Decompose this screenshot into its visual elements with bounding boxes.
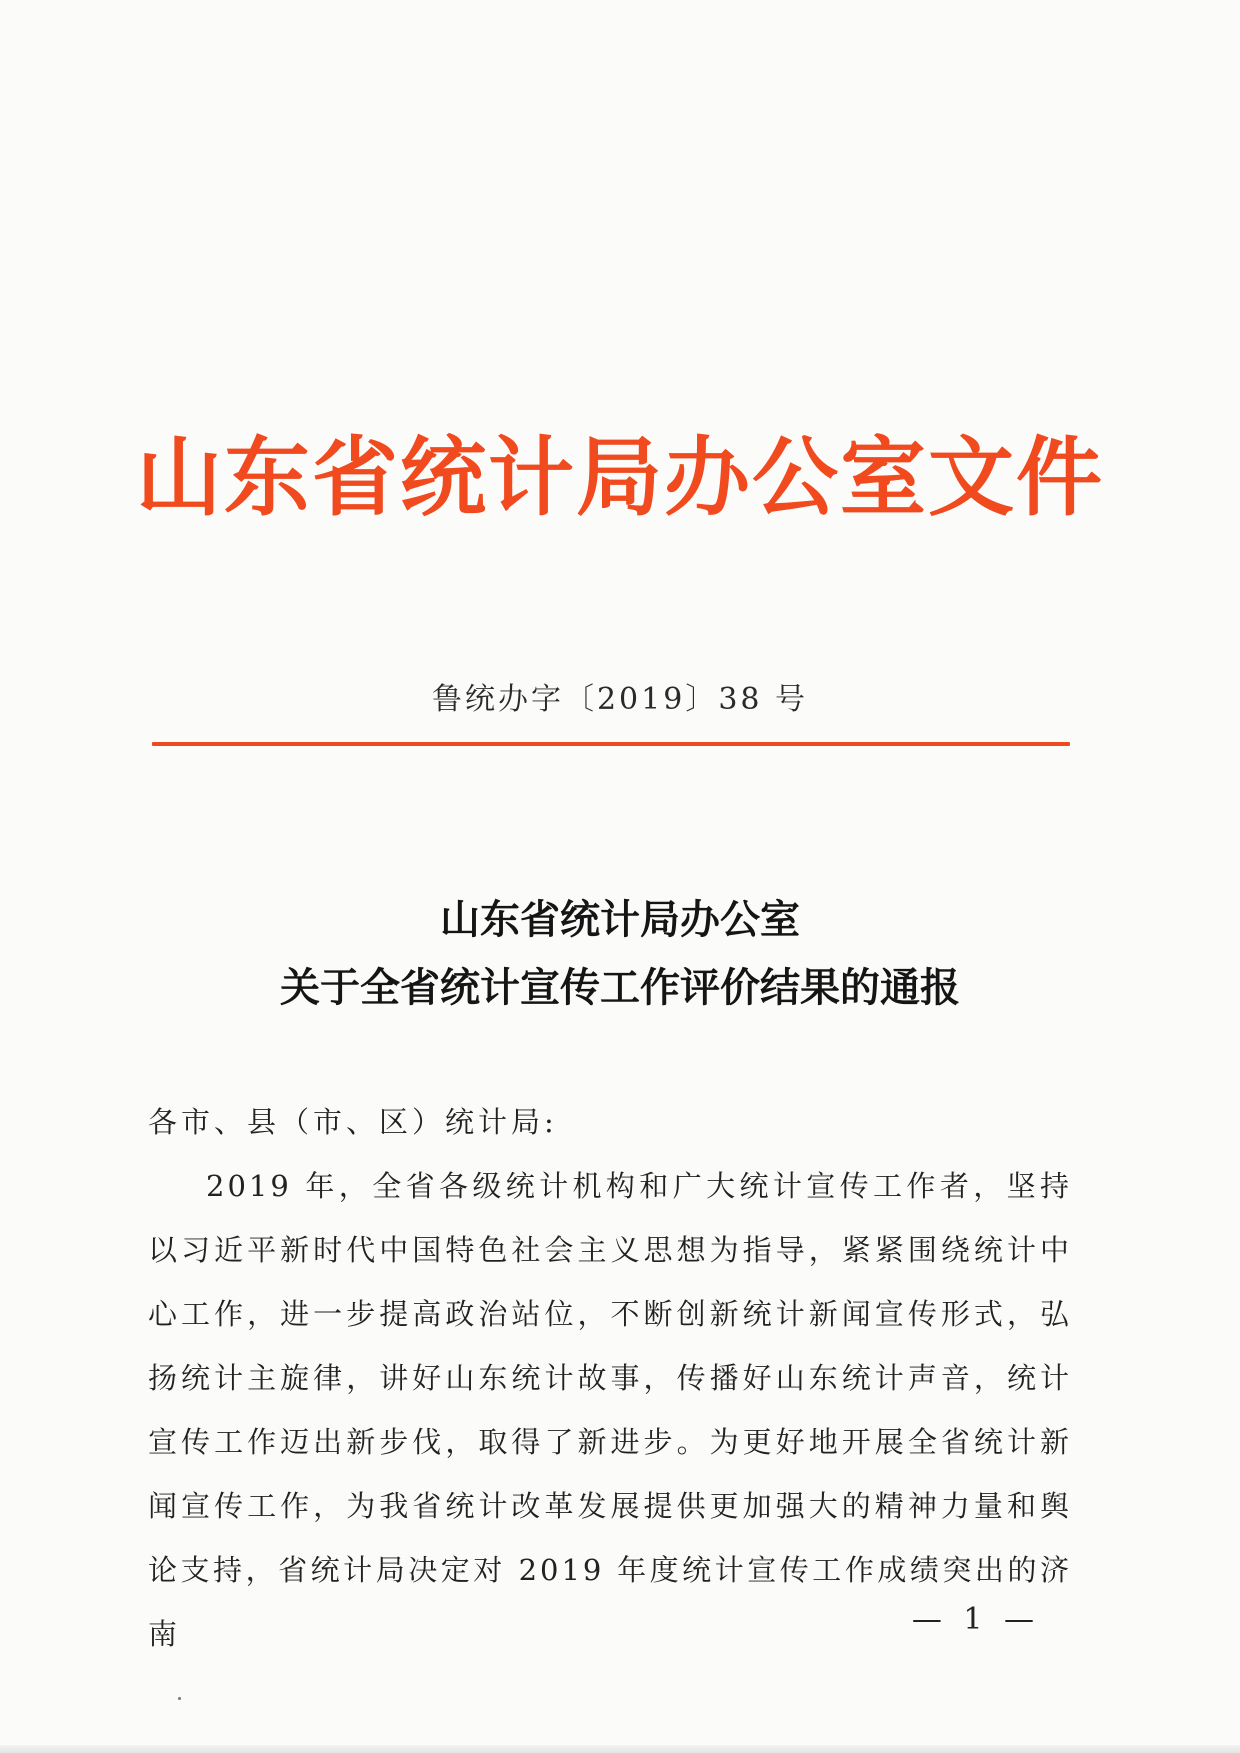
body-paragraph: 2019 年，全省各级统计机构和广大统计宣传工作者，坚持以习近平新时代中国特色社会主义思想为指导，紧紧围绕统计中心工作，进一步提高政治站位，不断创新统计新闻宣传形式，弘扬统计主旋律，讲好山东统计故事，传播好山东统计声音，统计宣传工作迈出新步伐，取得了新进步。为更好地开展全省统计新闻宣传工作，为我省统计改革发展提供更加强大的精神力量和舆论支持，省统计局决定对 2019 年度统计宣传工作成绩突出的济南 xyxy=(148,1169,1072,1651)
page-number: — 1 — xyxy=(911,1602,1040,1637)
document-title-line-2: 关于全省统计宣传工作评价结果的通报 xyxy=(280,964,960,1011)
scan-speck xyxy=(178,1697,181,1700)
document-body xyxy=(148,1090,1072,1666)
document-title-line-1: 山东省统计局办公室 xyxy=(440,896,800,943)
salutation: 各市、县（市、区）统计局: xyxy=(148,1105,558,1139)
document-number: 鲁统办字〔2019〕38 号 xyxy=(431,682,809,717)
red-separator-line xyxy=(152,742,1070,746)
document-title xyxy=(0,886,1240,1022)
page-bottom-edge xyxy=(0,1745,1240,1753)
issuer-title: 山东省统计局办公室文件 xyxy=(136,427,1104,528)
